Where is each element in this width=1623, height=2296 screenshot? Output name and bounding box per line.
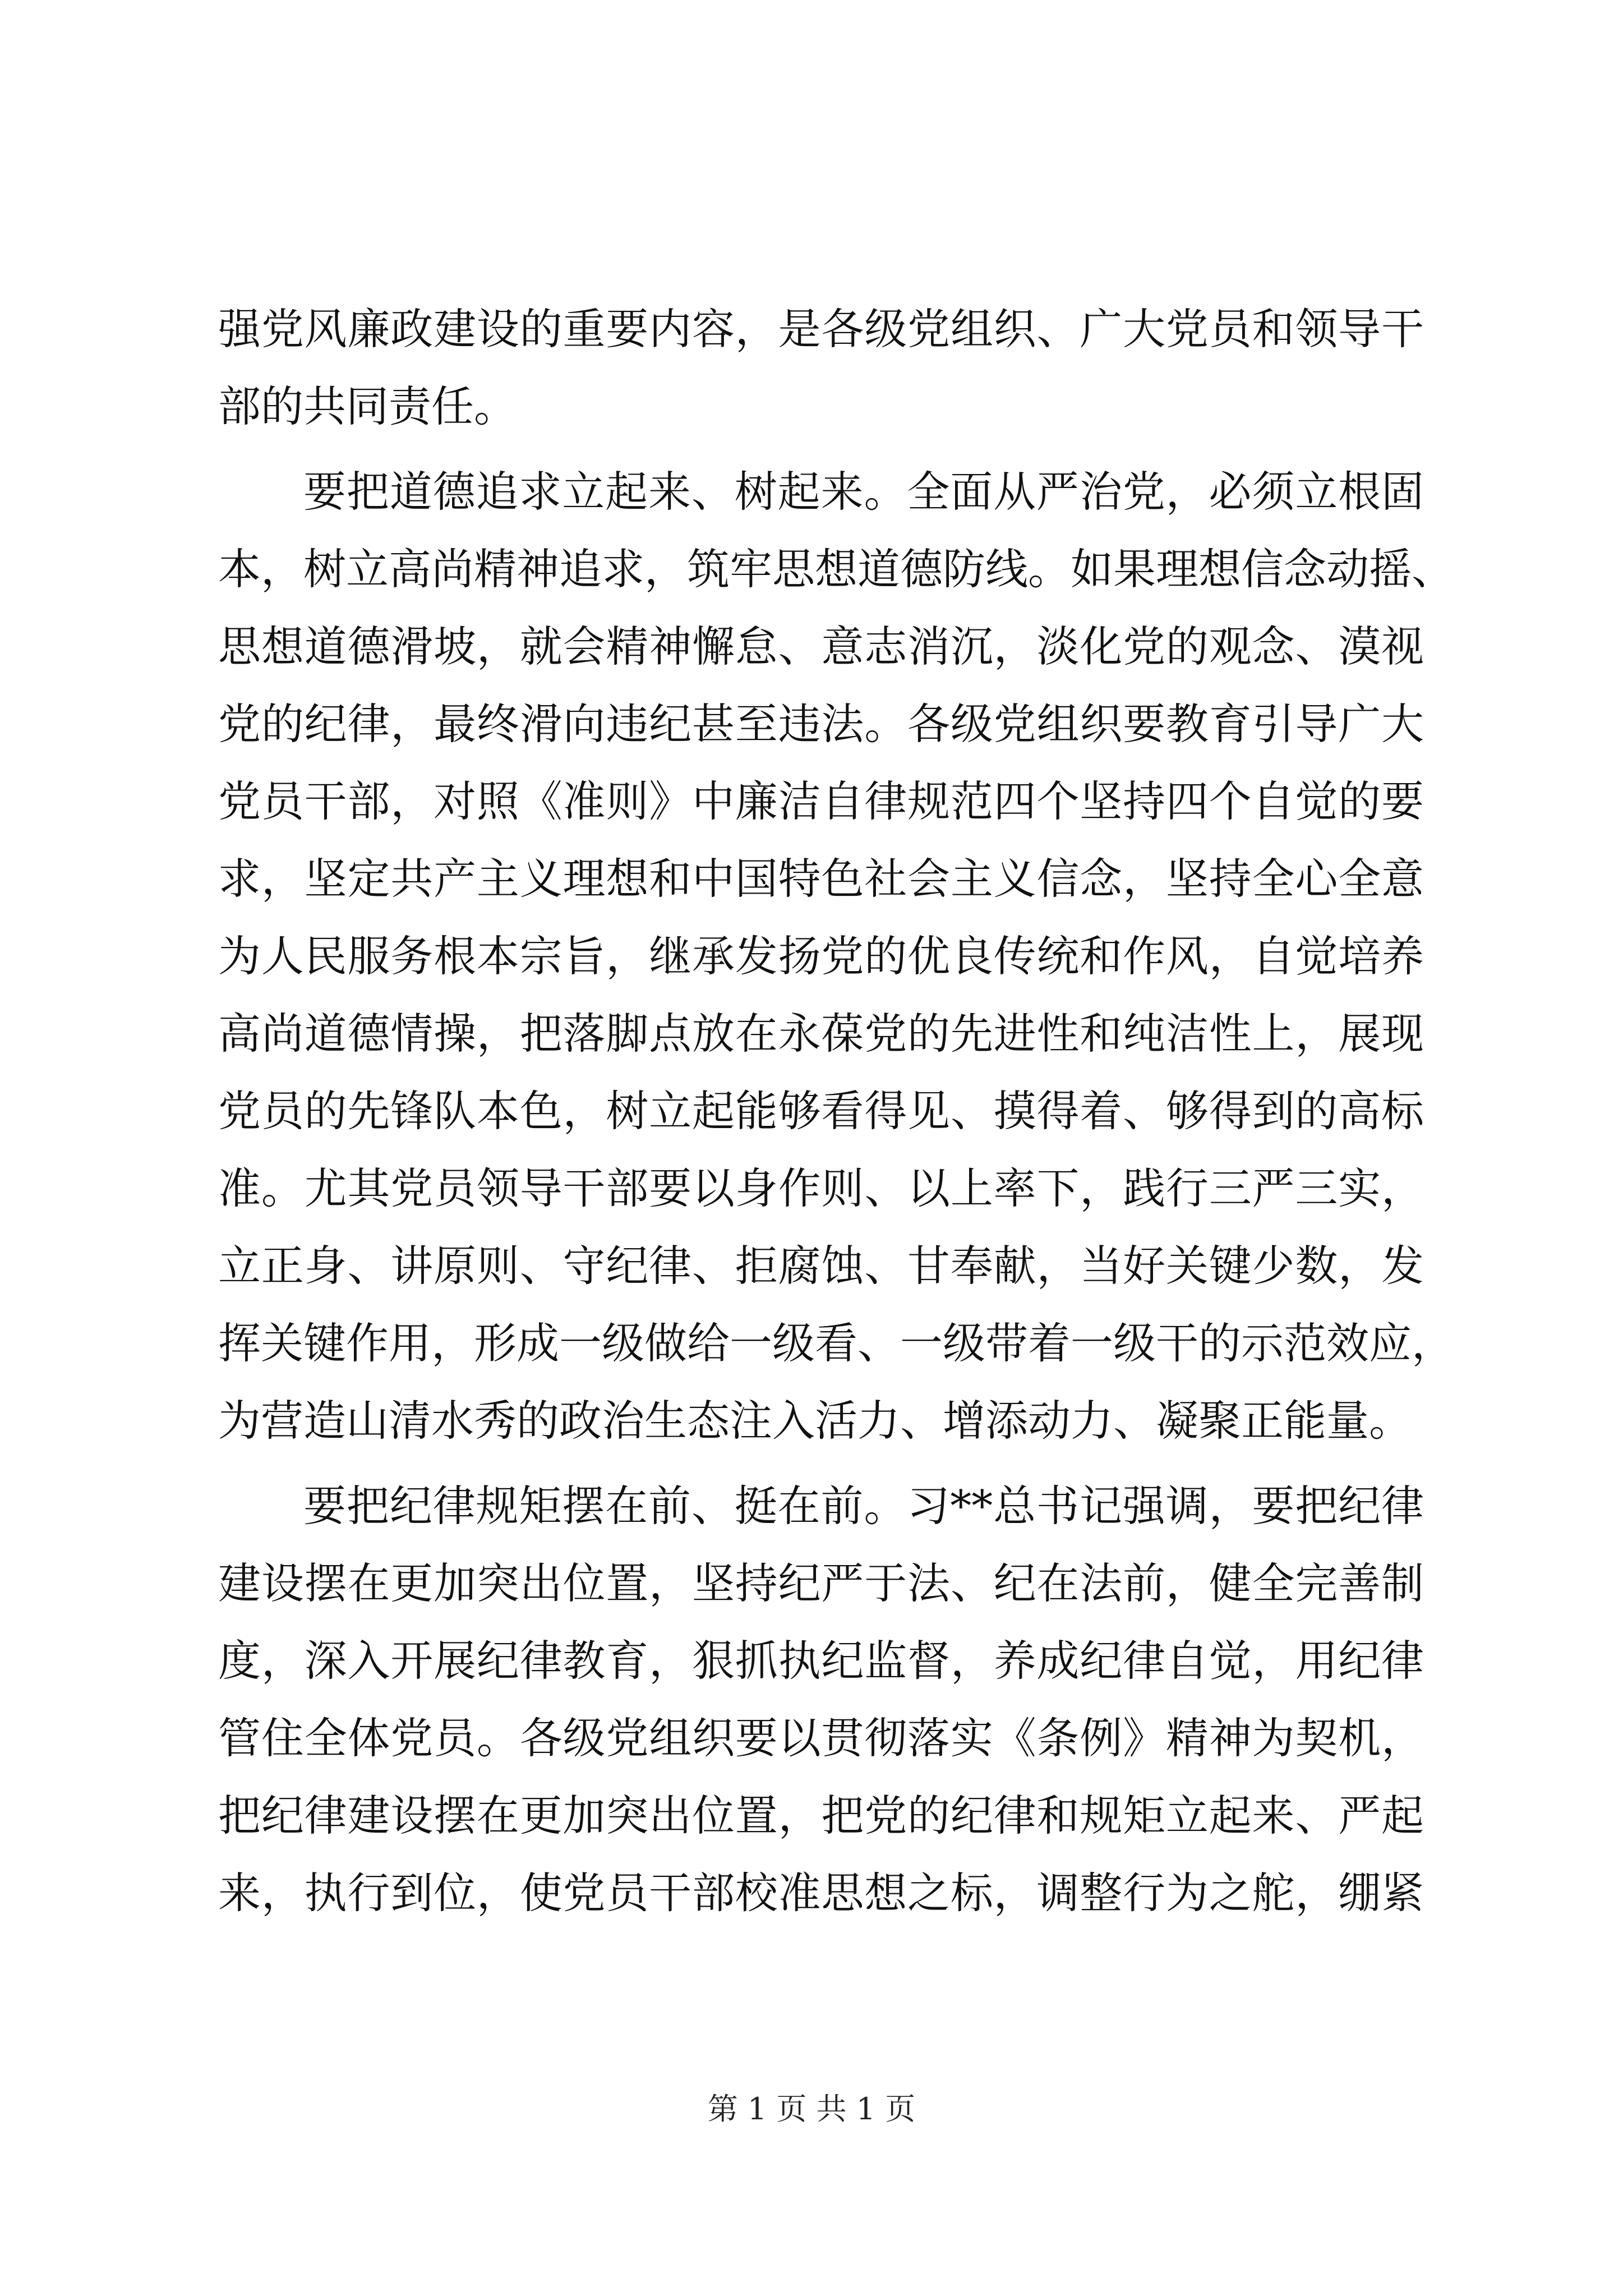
text-line: 挥关键作用，形成一级做给一级看、一级带着一级干的示范效应， — [218, 1318, 1454, 1368]
text-line: 把纪律建设摆在更加突出位置，把党的纪律和规矩立起来、严起 — [218, 1791, 1424, 1841]
text-line: 为人民服务根本宗旨，继承发扬党的优良传统和作风，自觉培养 — [218, 931, 1424, 981]
text-line: 强党风廉政建设的重要内容，是各级党组织、广大党员和领导干 — [218, 304, 1424, 354]
text-line: 立正身、讲原则、守纪律、拒腐蚀、甘奉献，当好关键少数，发 — [218, 1241, 1424, 1291]
text-line: 求，坚定共产主义理想和中国特色社会主义信念，坚持全心全意 — [218, 854, 1424, 904]
text-line: 度，深入开展纪律教育，狠抓执纪监督，养成纪律自觉，用纪律 — [218, 1636, 1424, 1686]
paragraph-1 — [218, 291, 1424, 445]
text-line: 党的纪律，最终滑向违纪甚至违法。各级党组织要教育引导广大 — [218, 699, 1424, 749]
text-line: 党员干部，对照《准则》中廉洁自律规范四个坚持四个自觉的要 — [218, 776, 1424, 826]
text-line: 思想道德滑坡，就会精神懈怠、意志消沉，淡化党的观念、漠视 — [218, 622, 1424, 671]
text-line: 要把道德追求立起来、树起来。全面从严治党，必须立根固 — [303, 467, 1424, 517]
text-line: 准。尤其党员领导干部要以身作则、以上率下，践行三严三实， — [218, 1163, 1424, 1213]
text-line: 党员的先锋队本色，树立起能够看得见、摸得着、够得到的高标 — [218, 1086, 1424, 1136]
document-body — [218, 291, 1454, 1932]
paragraph-3 — [218, 1467, 1424, 1932]
text-line: 建设摆在更加突出位置，坚持纪严于法、纪在法前，健全完善制 — [218, 1558, 1424, 1608]
text-line: 高尚道德情操，把落脚点放在永葆党的先进性和纯洁性上，展现 — [218, 1009, 1424, 1059]
paragraph-2 — [218, 453, 1454, 1460]
text-line: 管住全体党员。各级党组织要以贯彻落实《条例》精神为契机， — [218, 1713, 1424, 1763]
text-line: 来，执行到位，使党员干部校准思想之标，调整行为之舵，绷紧 — [218, 1868, 1424, 1918]
text-line: 部的共同责任。 — [218, 381, 517, 431]
text-line: 要把纪律规矩摆在前、挺在前。习**总书记强调，要把纪律 — [303, 1481, 1424, 1531]
text-line: 为营造山清水秀的政治生态注入活力、增添动力、凝聚正能量。 — [218, 1396, 1412, 1446]
text-line: 本，树立高尚精神追求，筑牢思想道德防线。如果理想信念动摇、 — [218, 544, 1454, 594]
page-number-footer: 第 1 页 共 1 页 — [707, 2091, 916, 2127]
